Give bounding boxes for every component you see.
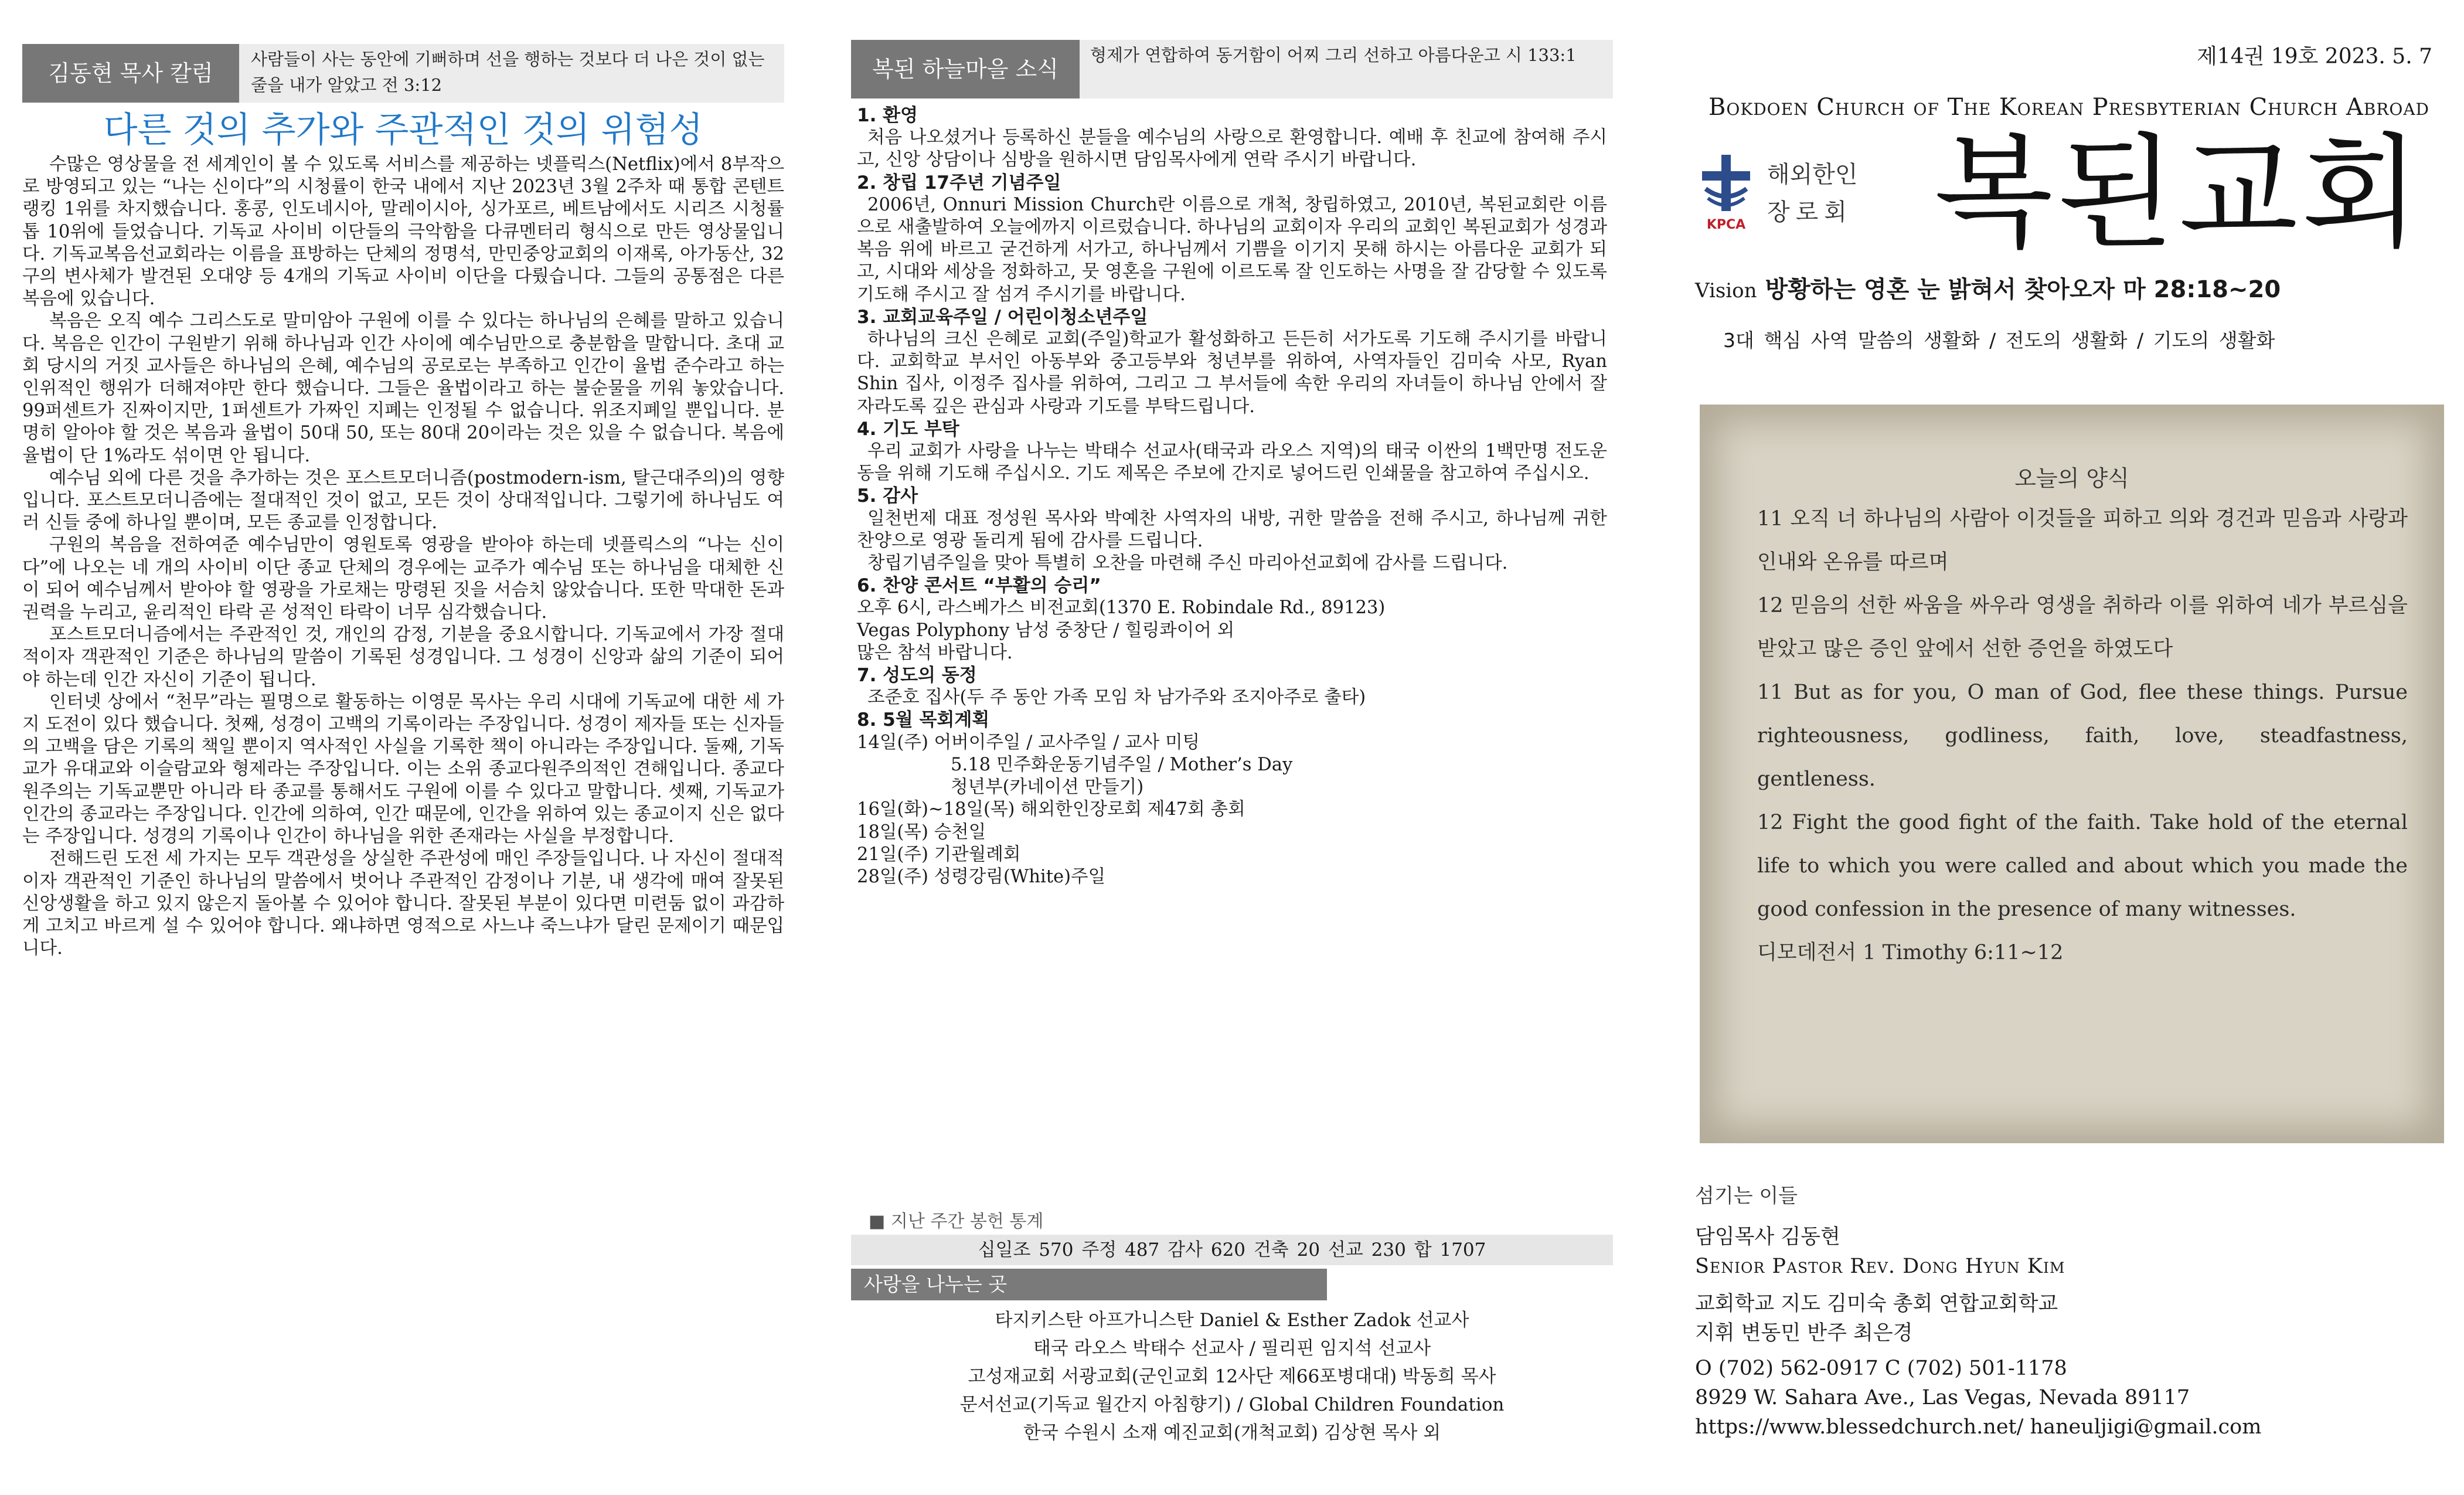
sharing-list	[851, 1306, 1613, 1447]
staff-line: 교회학교 지도 김미숙 총회 연합교회학교	[1695, 1292, 2058, 1316]
org-name-line1: 해외한인	[1767, 161, 1858, 188]
daily-bread-title: 오늘의 양식	[2014, 466, 2129, 491]
staff-title: 섬기는 이들	[1695, 1184, 1798, 1208]
column-paragraph: 구원의 복음을 전하여준 예수님만이 영원토록 영광을 받아야 하는데 넷플릭스의 “나는 신이다”에 나오는 네 개의 사이비 이단 종교 단체의 경우에는 교주가 예수님 또는 하나님을 대체한 신이 되어 예수님께서 받아야 할 영광을 가로채는 망령된 짓을 서슴치 않았습니다. 또한 막대한 돈과 권력을 누리고, 윤리적인 타락 곧 성적인 타락이 너무 심각했습니다.	[22, 535, 784, 623]
schedule-line: 21일(주) 기관월례회	[857, 844, 1021, 865]
news-paragraph: 일천번제 대표 정성원 목사와 박예찬 사역자의 내방, 귀한 말씀을 전해 주시고, 하나님께 귀한 찬양으로 영광 돌리게 됨에 감사를 드립니다.	[857, 508, 1607, 551]
vision-text: 방황하는 영혼 눈 밝혀서 찾아오자 마 28:18~20	[1765, 276, 2281, 303]
news-paragraph: 창립기념주일을 맞아 특별히 오찬을 마련해 주신 마리아선교회에 감사를 드립니다.	[867, 553, 1508, 574]
staff-list	[1695, 1222, 2445, 1442]
offering-stats-label: ■ 지난 주간 봉헌 통계	[869, 1211, 1044, 1232]
english-church-name: Bokdoen Church of The Korean Presbyterian Church Abroad	[1708, 94, 2430, 121]
news-quote: 형제가 연합하여 동거함이 어찌 그리 선하고 아름다운고 시 133:1	[1090, 45, 1577, 65]
schedule-line: 14일(주) 어버이주일 / 교사주일 / 교사 미팅	[857, 732, 1200, 753]
phone-line: O (702) 562-0917 C (702) 501-1178	[1695, 1357, 2067, 1380]
offering-stats: 십일조 570 주정 487 감사 620 건축 20 선교 230 합 1707	[851, 1235, 1613, 1265]
vision-line	[1695, 271, 2281, 304]
sharing-item: 타지키스탄 아프가니스탄 Daniel & Esther Zadok 선교사	[995, 1310, 1469, 1331]
news-paragraph: 조준호 집사(두 주 동안 가족 모임 차 남가주와 조지아주로 출타)	[867, 687, 1366, 708]
column-paragraph: 복음은 오직 예수 그리스도로 말미암아 구원에 이를 수 있다는 하나님의 은혜를 말하고 있습니다. 복음은 인간이 구원받기 위해 하나님과 인간 사이에 예수님만으로 충분함을 말합니다. 초대 교회 당시의 거짓 교사들은 하나님의 은혜, 예수님의 공로로는 부족하고 인간이 율법 준수라고 하는 인위적인 행위가 더해져야만 한다 했습니다. 그들은 율법이라고 하는 불순물을 끼워 놓았습니다. 99퍼센트가 진짜이지만, 1퍼센트가 가짜인 지폐는 인정될 수 없습니다. 위조지폐일 뿐입니다. 분명히 알아야 할 것은 복음과 율법이 50대 50, 또는 80대 20이라는 것은 있을 수 없습니다. 복음에 율법이 단 1%라도 섞이면 안 됩니다.	[22, 311, 784, 466]
news-section-title: 6. 찬양 콘서트 “부활의 승리”	[857, 575, 1101, 597]
news-paragraph: 우리 교회가 사랑을 나누는 박태수 선교사(태국과 라오스 지역)의 태국 이싼의 1백만명 전도운동을 위해 기도해 주십시오. 기도 제목은 주보에 간지로 넣어드린 인쇄물을 참고하여 주십시오.	[857, 441, 1607, 484]
church-title: 복된교회	[1934, 121, 2424, 265]
org-name-line2: 장로회	[1767, 199, 1853, 226]
web-email-line[interactable]: https://www.blessedchurch.net/ haneuljigi@gmail.com	[1695, 1415, 2262, 1439]
scripture-verse: 11 But as for you, O man of God, flee these things. Pursue righteousness, godliness, faith, love, steadfastness, gentleness.	[1757, 681, 2408, 791]
news-line: 오후 6시, 라스베가스 비전교회(1370 E. Robindale Rd., 89123)	[857, 597, 1386, 619]
news-line: Vegas Polyphony 남성 중창단 / 힐링콰이어 외	[857, 620, 1235, 641]
news-paragraph: 처음 나오셨거나 등록하신 분들을 예수님의 사랑으로 환영합니다. 예배 후 친교에 참여해 주시고, 신앙 상담이나 심방을 원하시면 담임목사에게 연락 주시기 바랍니다.	[857, 127, 1607, 171]
staff-line: Senior Pastor Rev. Dong Hyun Kim	[1695, 1255, 2065, 1278]
staff-line: 지휘 변동민 반주 최은경	[1695, 1321, 1913, 1345]
schedule-line: 5.18 민주화운동기념주일 / Mother’s Day	[951, 754, 1293, 775]
logo-text: KPCA	[1706, 218, 1746, 232]
column-header	[22, 44, 784, 103]
news-paragraph: 하나님의 크신 은혜로 교회(주일)학교가 활성화하고 든든히 서가도록 기도해 주시기를 바랍니다. 교회학교 부서인 아동부와 중고등부와 청년부를 위하여, 사역자들인 김미숙 사모, Ryan Shin 집사, 이정주 집사를 위하여, 그리고 그 부서들에 속한 우리의 자녀들이 하나님 안에서 잘 자라도록 깊은 관심과 사랑과 기도를 부탁드립니다.	[857, 329, 1607, 417]
sharing-label: 사랑을 나누는 곳	[851, 1269, 1327, 1300]
schedule-line: 28일(주) 성령강림(White)주일	[857, 866, 1106, 887]
news-section-title: 4. 기도 부탁	[857, 418, 959, 440]
scripture-reference: 디모데전서 1 Timothy 6:11~12	[1757, 941, 2064, 964]
scripture-verse: 12 Fight the good fight of the faith. Take hold of the eternal life to which you were called and about which you made the good confession in the presence of many witnesses.	[1757, 811, 2408, 921]
kpca-cross-logo-icon	[1694, 151, 1758, 233]
news-section-title: 8. 5월 목회계획	[857, 709, 990, 731]
column-quote: 사람들이 사는 동안에 기뻐하며 선을 행하는 것보다 더 나은 것이 없는 줄을 내가 알았고 전 3:12	[251, 49, 765, 95]
column-paragraph: 예수님 외에 다른 것을 추가하는 것은 포스트모더니즘(postmodern-ism, 탈근대주의)의 영향입니다. 포스트모더니즘에는 절대적인 것이 없고, 모든 것이 상대적입니다. 그렇기에 하나님도 여러 신들 중에 하나일 뿐이며, 모든 종교를 인정합니다.	[22, 467, 784, 534]
sharing-item: 태국 라오스 박태수 선교사 / 필리핀 임지석 선교사	[1033, 1338, 1431, 1359]
scripture-reading	[1757, 497, 2408, 974]
sharing-item: 고성재교회 서광교회(군인교회 12사단 제66포병대대) 박동희 목사	[968, 1366, 1496, 1387]
sharing-item: 문서선교(기독교 월간지 아침향기) / Global Children Foundation	[959, 1394, 1505, 1415]
column-paragraph: 수많은 영상물을 전 세계인이 볼 수 있도록 서비스를 제공하는 넷플릭스(Netflix)에서 8부작으로 방영되고 있는 “나는 신이다”의 시청률이 한국 내에서 지난 2023년 3월 2주차 때 통합 콘텐트 랭킹 1위를 차지했습니다. 홍콩, 인도네시아, 말레이시아, 싱가포르, 베트남에서도 시리즈 시청률 톱 10위에 들었습니다. 기독교 사이비 이단들의 극악함을 다큐멘터리 형식으로 만든 영상물입니다. 기독교복음선교회라는 이름을 표방하는 단체의 정명석, 만민중앙교회의 이재록, 아가동산, 32구의 변사체가 발견된 오대양 등 4개의 기독교 사이비 이단을 다뤘습니다. 그들의 공통점은 다른 복음에 있습니다.	[22, 154, 784, 310]
news-section-title: 3. 교회교육주일 / 어린이청소년주일	[857, 306, 1148, 328]
sharing-item: 한국 수원시 소재 예진교회(개척교회) 김상현 목사 외	[1023, 1422, 1441, 1443]
news-section-title: 2. 창립 17주년 기념주일	[857, 172, 1061, 193]
news-paragraph: 2006년, Onnuri Mission Church란 이름으로 개척, 창립하였고, 2010년, 복된교회란 이름으로 새출발하여 오늘에까지 이르렀습니다. 하나님의 교회이자 우리의 교회인 복된교회가 성경과 복음 위에 바르고 굳건하게 서가고, 하나님께서 기쁨을 이기지 못해 하시는 아름다운 교회가 되고, 시대와 세상을 정화하고, 뭇 영혼을 구원에 이르도록 잘 인도하는 사명을 잘 감당할 수 있도록 기도해 주시고 잘 섬겨 주시기를 바랍니다.	[857, 194, 1607, 305]
news-line: 많은 참석 바랍니다.	[857, 642, 1013, 663]
news-label: 복된 하늘마을 소식	[851, 40, 1080, 98]
core-ministries: 3대 핵심 사역 말씀의 생활화 / 전도의 생활화 / 기도의 생활화	[1723, 329, 2275, 352]
column-headline: 다른 것의 추가와 주관적인 것의 위험성	[103, 110, 703, 151]
news-section-title: 5. 감사	[857, 485, 918, 507]
schedule-line: 청년부(카네이션 만들기)	[951, 777, 1144, 798]
schedule-line: 18일(목) 승천일	[857, 821, 986, 842]
column-paragraph: 인터넷 상에서 “천무”라는 필명으로 활동하는 이영문 목사는 우리 시대에 기독교에 대한 세 가지 도전이 있다 했습니다. 첫째, 성경이 고백의 기록이라는 주장입니다. 성경이 제자들 또는 신자들의 고백을 담은 기록의 책일 뿐이지 역사적인 사실을 기록한 책이 아니라는 주장입니다. 둘째, 기독교가 유대교와 이슬람교와 형제라는 주장입니다. 이는 소위 종교다원주의적인 견해입니다. 종교다원주의는 기독교뿐만 아니라 타 종교를 통해서도 구원에 이를 수 있다고 말합니다. 셋째, 기독교가 인간의 종교라는 주장입니다. 인간에 의하여, 인간 때문에, 인간을 위하여 있는 종교이지 신은 없다는 주장입니다. 성경의 기록이나 인간이 하나님을 위한 존재라는 사실을 부정합니다.	[22, 691, 784, 847]
schedule-line: 16일(화)~18일(목) 해외한인장로회 제47회 총회	[857, 799, 1245, 820]
address-line: 8929 W. Sahara Ave., Las Vegas, Nevada 89117	[1695, 1386, 2190, 1409]
news-header	[851, 40, 1613, 98]
staff-line: 담임목사 김동현	[1695, 1225, 1840, 1249]
vision-label: Vision	[1695, 279, 1757, 303]
column-paragraph: 포스트모더니즘에서는 주관적인 것, 개인의 감정, 기분을 중요시합니다. 기독교에서 가장 절대적이자 객관적인 기준은 하나님의 말씀이 기록된 성경입니다. 그 성경이 신앙과 삶의 기준이 되어야 하는데 인간 자신이 기준이 됩니다.	[22, 624, 784, 690]
column-label: 김동현 목사 칼럼	[22, 44, 239, 103]
news-section-title: 1. 환영	[857, 105, 918, 126]
news-section-title: 7. 성도의 동정	[857, 665, 977, 687]
issue-date: 제14권 19호 2023. 5. 7	[2196, 45, 2432, 69]
column-body	[22, 154, 784, 960]
column-paragraph: 전해드린 도전 세 가지는 모두 객관성을 상실한 주관성에 매인 주장들입니다. 나 자신이 절대적이자 객관적인 기준인 하나님의 말씀에서 벗어나 주관적인 감정이나 기분, 내 생각에 매여 잘못된 신앙생활을 하고 있지 않은지 돌아볼 수 있어야 합니다. 잘못된 부분이 있다면 미련둠 없이 과감하게 고치고 바르게 설 수 있어야 합니다. 왜냐하면 영적으로 사느냐 죽느냐가 달린 문제이기 때문입니다.	[22, 848, 784, 959]
scripture-verse: 11 오직 너 하나님의 사람아 이것들을 피하고 의와 경건과 믿음과 사랑과 인내와 온유를 따르며	[1757, 507, 2408, 574]
news-list	[857, 104, 1607, 888]
scripture-verse: 12 믿음의 선한 싸움을 싸우라 영생을 취하라 이를 위하여 네가 부르심을 받았고 많은 증인 앞에서 선한 증언을 하였도다	[1757, 594, 2408, 661]
